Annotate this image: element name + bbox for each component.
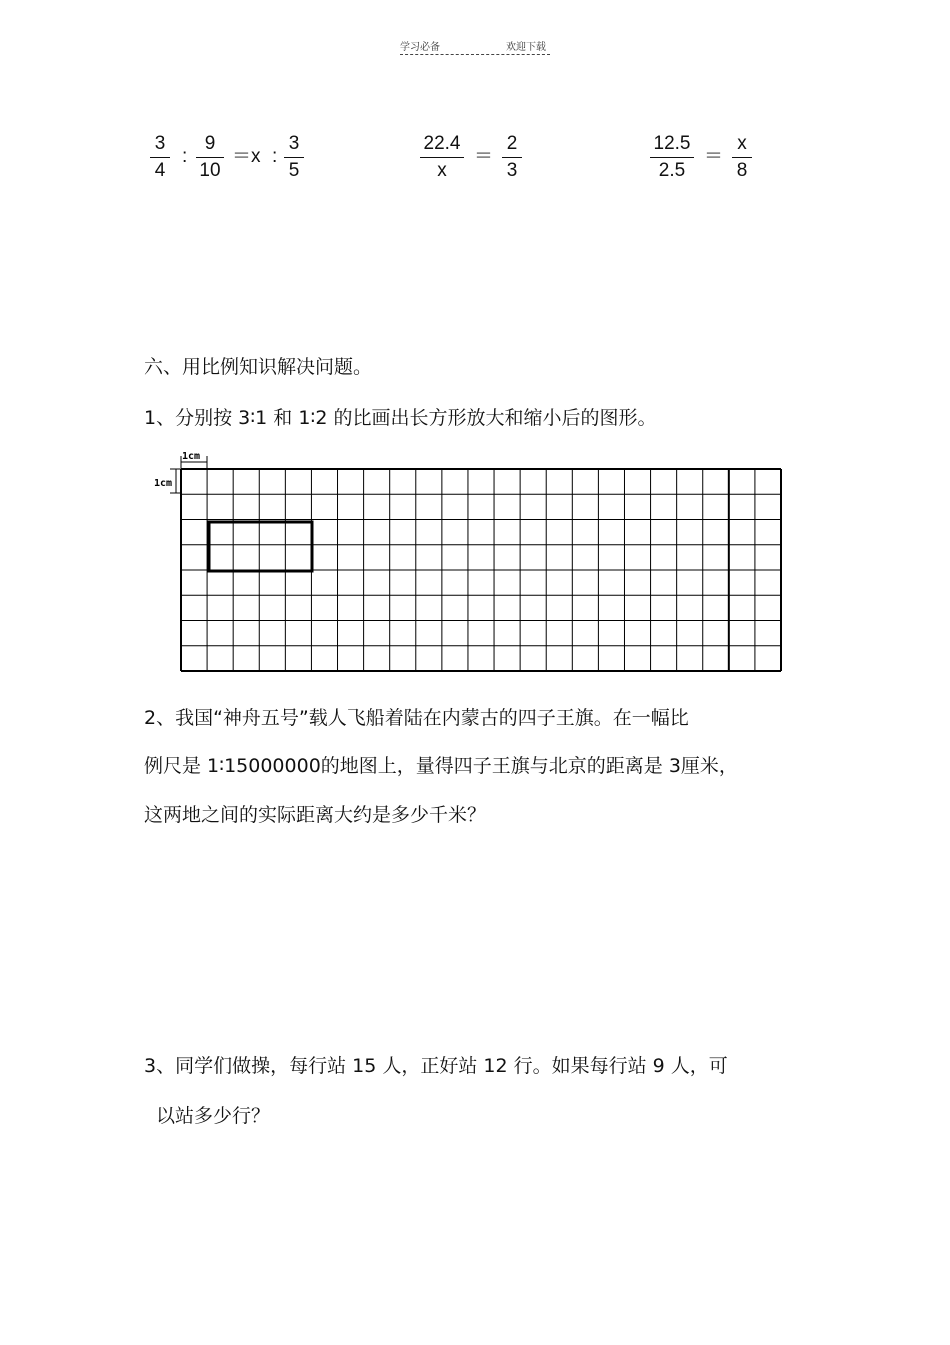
question-2-line-3: 这两地之间的实际距离大约是多少千米？ [144, 804, 487, 826]
header-left: 学习必备 [400, 42, 440, 53]
denominator: 4 [154, 160, 166, 181]
fraction [502, 132, 522, 183]
colon: : [182, 146, 188, 167]
fraction [420, 132, 464, 183]
denominator: 8 [736, 160, 748, 181]
fraction [196, 132, 224, 183]
colon: : [272, 146, 278, 167]
section-title: 六、用比例知识解决问题。 [144, 356, 373, 378]
unit-label-top: 1cm [182, 451, 201, 462]
equals-sign: ＝ [704, 146, 724, 167]
denominator: 5 [288, 160, 300, 181]
numerator: 9 [204, 133, 216, 154]
question-2-line-1: 2、我国“神舟五号”载人飞船着陆在内蒙古的四子王旗。在一幅比 [144, 707, 689, 729]
denominator: 2.5 [658, 160, 686, 181]
original-rectangle [209, 522, 312, 571]
denominator: x [437, 160, 447, 181]
fraction-bar [196, 157, 224, 158]
question-1-text: 1、分别按 3∶1 和 1∶2 的比画出长方形放大和缩小后的图形。 [144, 407, 657, 429]
fraction-bar [650, 157, 694, 158]
numerator: 3 [154, 133, 166, 154]
question-3-line-2: 以站多少行？ [156, 1105, 271, 1127]
fraction-bar [284, 157, 304, 158]
question-2-line-2: 例尺是 1∶15000000的地图上，量得四子王旗与北京的距离是 3厘米， [144, 755, 738, 777]
fraction-bar [420, 157, 464, 158]
numerator: 3 [288, 133, 300, 154]
unit-label-left: 1cm [154, 478, 173, 489]
fraction [650, 132, 694, 183]
numerator: x [737, 133, 747, 154]
denominator: 3 [506, 160, 518, 181]
question-3-line-1: 3、同学们做操，每行站 15 人，正好站 12 行。如果每行站 9 人，可 [144, 1055, 728, 1077]
header-right: 欢迎下载 [506, 42, 546, 53]
equals-sign: ＝ [474, 146, 494, 167]
numerator: 12.5 [653, 133, 691, 154]
fraction [732, 132, 752, 183]
fraction [150, 132, 170, 183]
numerator: 2 [506, 133, 518, 154]
equals-x: ＝x [232, 146, 261, 167]
fraction-bar [502, 157, 522, 158]
denominator: 10 [199, 160, 221, 181]
numerator: 22.4 [423, 133, 461, 154]
header-divider [400, 54, 550, 55]
fraction [284, 132, 304, 183]
fraction-bar [732, 157, 752, 158]
square-grid [140, 444, 790, 678]
fraction-bar [150, 157, 170, 158]
